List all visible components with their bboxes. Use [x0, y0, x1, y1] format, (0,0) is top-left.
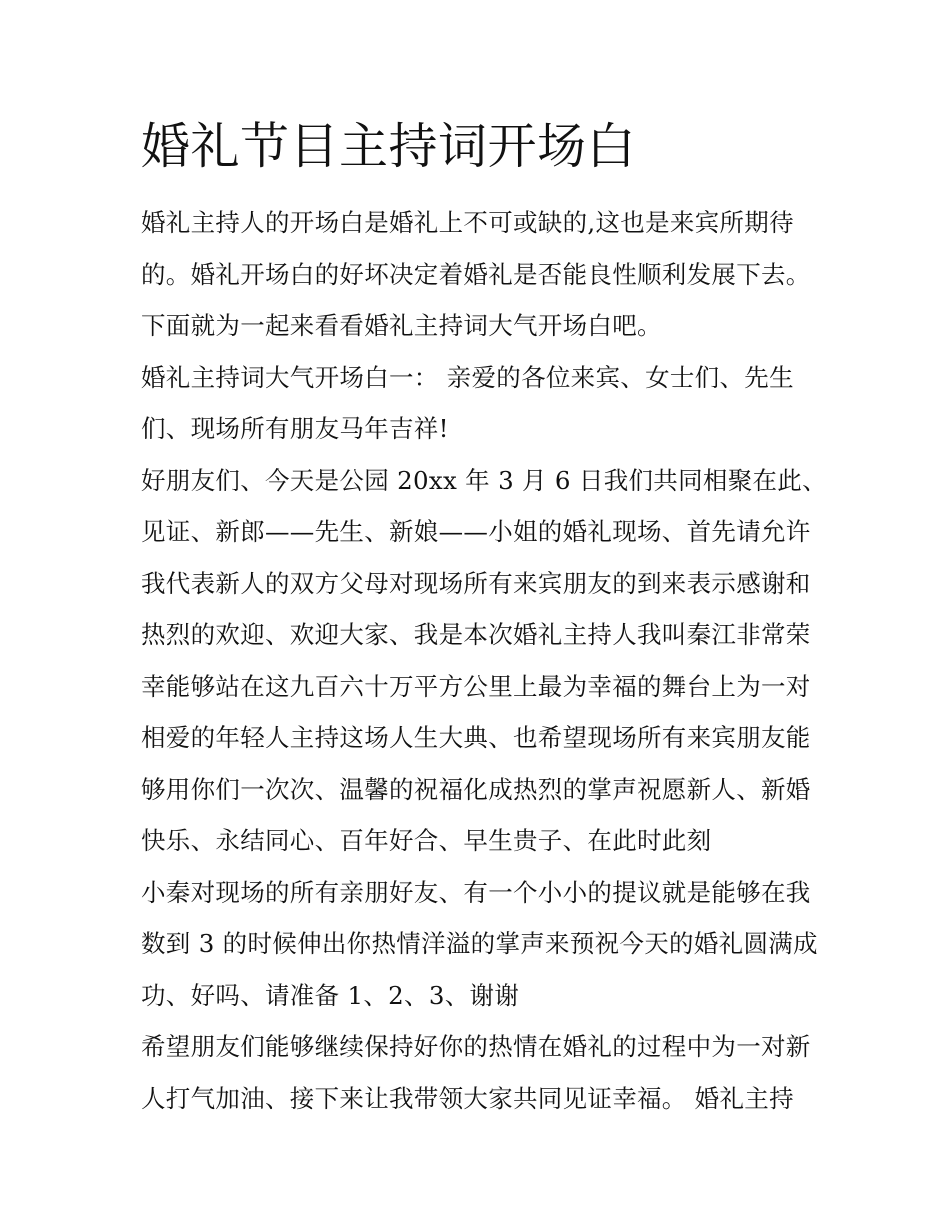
text-line: 小秦对现场的所有亲朋好友、有一个小小的提议就是能够在我 — [141, 877, 811, 907]
text-line: 下面就为一起来看看婚礼主持词大气开场白吧。 — [141, 311, 662, 340]
text-line: 们、现场所有朋友马年吉祥! — [141, 414, 449, 443]
text-line: 够用你们一次次、温馨的祝福化成热烈的掌声祝愿新人、新婚 — [141, 774, 811, 804]
text-line: 热烈的欢迎、欢迎大家、我是本次婚礼主持人我叫秦江非常荣 — [141, 620, 811, 649]
text-line: 功、好吗、请准备 1、2、3、谢谢 — [141, 980, 520, 1010]
body-text — [141, 200, 827, 1127]
text-line: 相爱的年轻人主持这场人生大典、也希望现场所有来宾朋友能 — [141, 723, 811, 752]
page-title: 婚礼节目主持词开场白 — [141, 118, 637, 175]
text-line: 好朋友们、今天是公园 20xx 年 3 月 6 日我们共同相聚在此、 — [141, 465, 827, 495]
text-line: 见证、新郎——先生、新娘——小姐的婚礼现场、首先请允许 — [141, 517, 811, 546]
text-line: 快乐、永结同心、百年好合、早生贵子、在此时此刻 — [141, 826, 712, 855]
text-line: 人打气加油、接下来让我带领大家共同见证幸福。 婚礼主持 — [141, 1083, 794, 1113]
text-line: 希望朋友们能够继续保持好你的热情在婚礼的过程中为一对新 — [141, 1032, 811, 1061]
text-line: 数到 3 的时候伸出你热情洋溢的掌声来预祝今天的婚礼圆满成 — [141, 929, 818, 958]
text-line: 我代表新人的双方父母对现场所有来宾朋友的到来表示感谢和 — [141, 568, 811, 598]
text-line: 婚礼主持人的开场白是婚礼上不可或缺的,这也是来宾所期待 — [141, 208, 794, 237]
text-line: 幸能够站在这九百六十万平方公里上最为幸福的舞台上为一对 — [141, 671, 811, 701]
text-line: 的。婚礼开场白的好坏决定着婚礼是否能良性顺利发展下去。 — [141, 259, 811, 289]
text-line: 婚礼主持词大气开场白一： 亲爱的各位来宾、女士们、先生 — [141, 362, 794, 392]
